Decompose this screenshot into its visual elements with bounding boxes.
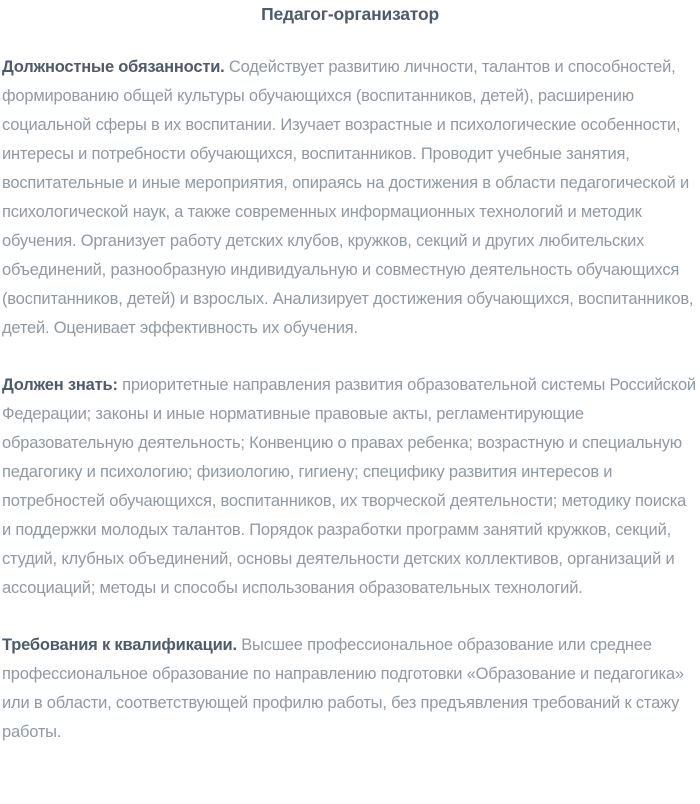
qualification-lead-label: Требования к квалификации. xyxy=(2,636,237,654)
must-know-lead-label: Должен знать: xyxy=(2,376,118,394)
must-know-text: приоритетные направления развития образовательной системы Российской Федерации; законы и иные нормативные правовые акты, регламентирующие образовательную деятельность; Конвенцию о правах ребенка; возрастную и специальную педагогику и психологию; физиологию, гигиену; специфику развития интересов и потребностей обучающихся, воспитанников, их творческой деятельности; методику поиска и поддержки молодых талантов. Порядок разработки программ занятий кружков, секций, студий, клубных объединений, основы деятельности детских коллективов, организаций и ассоциаций; методы и способы использования образовательных технологий. xyxy=(2,376,696,597)
qualification-text: Высшее профессиональное образование или среднее профессиональное образование по направлению подготовки «Образование и педагогика» или в области, соответствующей профилю работы, без предъявления требований к стажу работы. xyxy=(2,636,684,741)
duties-lead-label: Должностные обязанности. xyxy=(2,58,225,76)
duties-text: Содействует развитию личности, талантов и способностей, формированию общей культуры обучающихся (воспитанников, детей), расширению социальной сферы в их воспитании. Изучает возрастные и психологические особенности, интересы и потребности обучающихся, воспитанников. Проводит учебные занятия, воспитательные и иные мероприятия, опираясь на достижения в области педагогической и психологической наук, а также современных информационных технологий и методик обучения. Организует работу детских клубов, кружков, секций и других любительских объединений, разнообразную индивидуальную и совместную деятельность обучающихся (воспитанников, детей) и взрослых. Анализирует достижения обучающихся, воспитанников, детей. Оценивает эффективность их обучения. xyxy=(2,58,694,337)
page-title: Педагог-организатор xyxy=(261,4,439,24)
paragraph-must-know xyxy=(2,371,698,603)
paragraph-qualification-requirements xyxy=(2,631,698,747)
paragraph-duties xyxy=(2,53,698,343)
